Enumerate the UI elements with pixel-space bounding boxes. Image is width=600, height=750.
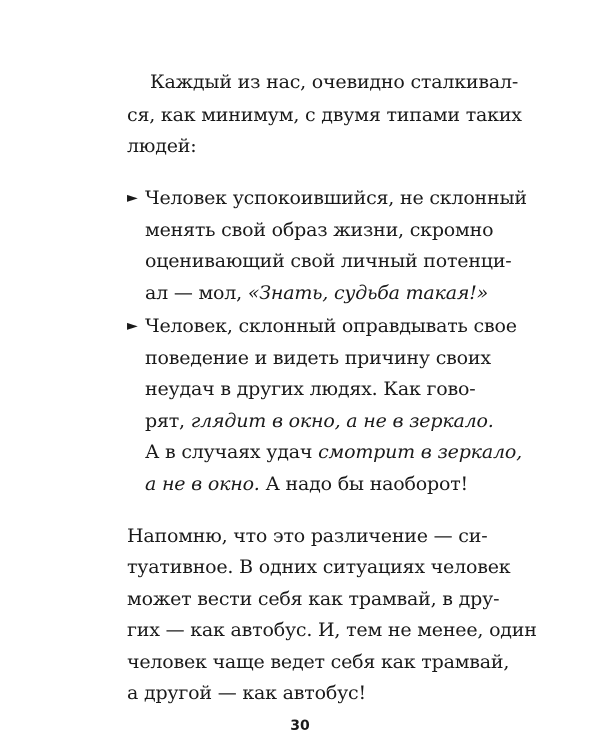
- bullet-text: рят,: [145, 410, 191, 432]
- conclusion-line: человек чаще ведет себя как трамвай,: [127, 651, 510, 673]
- bullet-line: [145, 281, 488, 305]
- bullet-arrow-icon: ►: [127, 318, 138, 334]
- intro-line: ся, как минимум, с двумя типами таких: [127, 104, 522, 126]
- intro-line: людей:: [127, 135, 197, 157]
- bullet-line: Человек, склонный оправдывать свое: [145, 315, 517, 337]
- bullet-emphasis: а не в окно.: [145, 473, 260, 495]
- conclusion-line: может вести себя как трамвай, в дру-: [127, 588, 500, 610]
- bullet-line: поведение и видеть причину своих: [145, 347, 491, 369]
- bullet-text: А в случаях удач: [145, 441, 319, 463]
- bullet-line: оценивающий свой личный потенци-: [145, 250, 512, 272]
- bullet-arrow-icon: ►: [127, 190, 138, 206]
- bullet-emphasis: смотрит в зеркало,: [318, 441, 522, 463]
- conclusion-line: гих — как автобус. И, тем не менее, один: [127, 619, 537, 641]
- conclusion-line: туативное. В одних ситуациях человек: [127, 556, 511, 578]
- conclusion-line: Напомню, что это различение — си-: [127, 525, 488, 547]
- intro-line: Каждый из нас, очевидно сталкивал-: [150, 71, 519, 93]
- bullet-quote: «Знать, судьба такая!»: [247, 282, 489, 304]
- bullet-text: ал — мол,: [145, 282, 248, 304]
- bullet-line: менять свой образ жизни, скромно: [145, 219, 494, 241]
- conclusion-line: а другой — как автобус!: [127, 682, 366, 704]
- bullet-emphasis: глядит в окно, а не в зеркало.: [190, 410, 494, 432]
- bullet-line: [145, 409, 494, 433]
- bullet-line: [145, 472, 468, 496]
- bullet-line: [145, 440, 522, 464]
- page-number: 30: [290, 718, 310, 734]
- bullet-line: Человек успокоившийся, не склонный: [145, 187, 527, 209]
- bullet-text: А надо бы наоборот!: [259, 473, 468, 495]
- bullet-line: неудач в других людях. Как гово-: [145, 378, 476, 400]
